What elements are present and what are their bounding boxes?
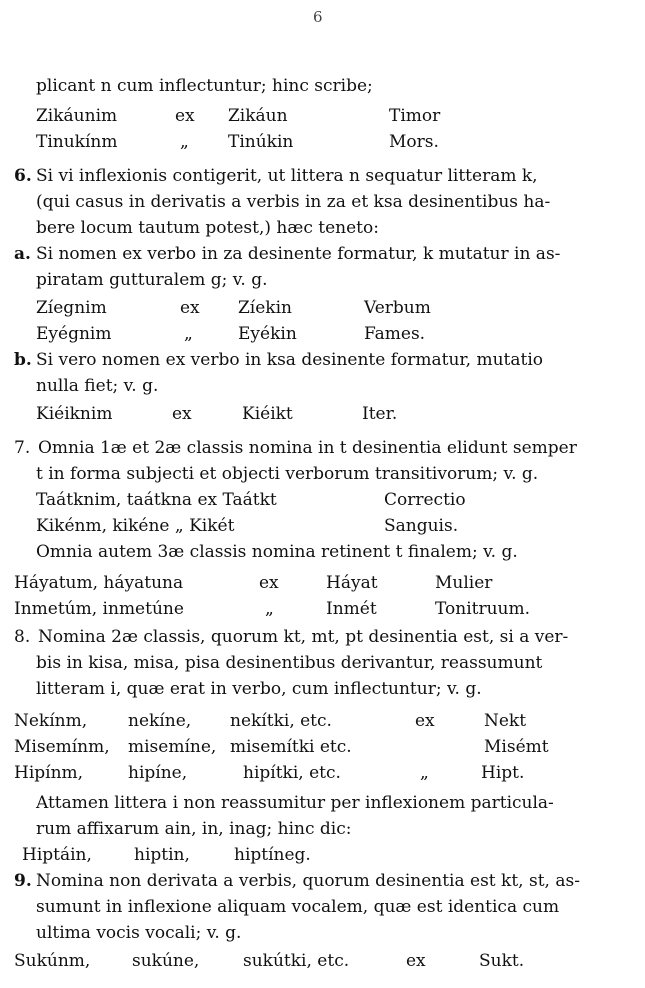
table-f-cell: misemíne, <box>128 737 217 757</box>
table-f-cell: nekíne, <box>128 711 192 731</box>
table-f-cell: hipíne, <box>128 763 188 783</box>
table-b-cell: Eyégnim <box>36 324 112 344</box>
table-a-cell: Tinúkin <box>228 132 294 152</box>
table-b-cell: Zíekin <box>238 298 292 318</box>
table-e-cell: Inmetúm, inmetúne <box>14 599 184 619</box>
table-f-cell: Nekínm, <box>14 711 88 731</box>
table-b-cell: Verbum <box>364 298 431 318</box>
table-g-cell: hiptíneg. <box>234 845 311 865</box>
table-h-cell: sukútki, etc. <box>243 951 350 971</box>
table-f-cell: misemítki etc. <box>230 737 352 757</box>
table-a-cell: Timor <box>389 106 441 126</box>
section-6b-line: nulla fiet; v. g. <box>36 376 159 396</box>
table-f-cell: Misémt <box>484 737 549 757</box>
section-9-label: 9. <box>14 871 32 891</box>
table-d-cell: Correctio <box>384 490 466 510</box>
table-c-cell: Kiéiknim <box>36 404 113 424</box>
section-6-line: Si vi inflexionis contigerit, ut littera n sequatur litteram k, <box>36 166 538 186</box>
table-d-cell: Taátknim, taátkna ex Taátkt <box>36 490 277 510</box>
table-f-cell: Nekt <box>484 711 527 731</box>
table-e-cell: „ <box>265 599 274 619</box>
table-f-cell: hipítki, etc. <box>243 763 341 783</box>
table-a-cell: Tinukínm <box>36 132 118 152</box>
page-number: 6 <box>313 8 323 26</box>
table-c-cell: ex <box>172 404 192 424</box>
table-f-cell: Hipínm, <box>14 763 84 783</box>
section-6-label: 6. <box>14 166 32 186</box>
table-h-cell: ex <box>406 951 426 971</box>
table-e-cell: Mulier <box>435 573 493 593</box>
table-a-cell: „ <box>180 132 189 152</box>
table-g-cell: Hiptáin, <box>22 845 92 865</box>
table-e-cell: ex <box>259 573 279 593</box>
table-c-cell: Kiéikt <box>242 404 293 424</box>
section-8b-line: Attamen littera i non reassumitur per inflexionem particula- <box>36 793 554 813</box>
table-b-cell: Zíegnim <box>36 298 107 318</box>
table-b-cell: ex <box>180 298 200 318</box>
table-f-cell: Misemínm, <box>14 737 110 757</box>
table-b-cell: Eyékin <box>238 324 297 344</box>
section-6-line: (qui casus in derivatis a verbis in za et ksa desinentibus ha- <box>36 192 551 212</box>
section-8b-line: rum affixarum ain, in, inag; hinc dic: <box>36 819 352 839</box>
section-9-line: sumunt in inflexione aliquam vocalem, quæ est identica cum <box>36 897 560 917</box>
section-7b-line: Omnia autem 3æ classis nomina retinent t finalem; v. g. <box>36 542 518 562</box>
table-a-cell: Mors. <box>389 132 439 152</box>
section-8-label: 8. <box>14 627 31 647</box>
table-f-cell: „ <box>420 763 429 783</box>
table-f-cell: nekítki, etc. <box>230 711 332 731</box>
table-h-cell: Sukt. <box>479 951 525 971</box>
table-d-cell: Kikénm, kikéne „ Kikét <box>36 516 235 536</box>
table-e-cell: Háyat <box>326 573 378 593</box>
table-h-cell: Sukúnm, <box>14 951 91 971</box>
table-f-cell: Hipt. <box>481 763 525 783</box>
table-b-cell: Fames. <box>364 324 426 344</box>
table-e-cell: Háyatum, háyatuna <box>14 573 184 593</box>
table-a-cell: ex <box>175 106 195 126</box>
table-f-cell: ex <box>415 711 435 731</box>
table-h-cell: sukúne, <box>132 951 200 971</box>
section-6b-label: b. <box>14 350 32 370</box>
section-8-line: Nomina 2æ classis, quorum kt, mt, pt desinentia est, si a ver- <box>38 627 569 647</box>
table-e-cell: Tonitruum. <box>435 599 531 619</box>
table-a-cell: Zikáunim <box>36 106 118 126</box>
section-6-line: bere locum tautum potest,) hæc teneto: <box>36 218 379 238</box>
table-g-cell: hiptin, <box>134 845 190 865</box>
table-a-cell: Zikáun <box>228 106 288 126</box>
section-7-line: Omnia 1æ et 2æ classis nomina in t desinentia elidunt semper <box>38 438 577 458</box>
section-7-line: t in forma subjecti et objecti verborum transitivorum; v. g. <box>36 464 539 484</box>
section-8-line: bis in kisa, misa, pisa desinentibus derivantur, reassumunt <box>36 653 543 673</box>
section-7-label: 7. <box>14 438 31 458</box>
section-6b-line: Si vero nomen ex verbo in ksa desinente formatur, mutatio <box>36 350 544 370</box>
section-6a-label: a. <box>14 244 31 264</box>
table-d-cell: Sanguis. <box>384 516 459 536</box>
section-9-line: ultima vocis vocali; v. g. <box>36 923 242 943</box>
section-8-line: litteram i, quæ erat in verbo, cum inflectuntur; v. g. <box>36 679 482 699</box>
intro-line: plicant n cum inflectuntur; hinc scribe; <box>36 76 373 96</box>
table-e-cell: Inmét <box>326 599 377 619</box>
table-b-cell: „ <box>184 324 193 344</box>
section-6a-line: Si nomen ex verbo in za desinente formatur, k mutatur in as- <box>36 244 561 264</box>
section-9-line: Nomina non derivata a verbis, quorum desinentia est kt, st, as- <box>36 871 580 891</box>
section-6a-line: piratam gutturalem g; v. g. <box>36 270 268 290</box>
table-c-cell: Iter. <box>362 404 398 424</box>
